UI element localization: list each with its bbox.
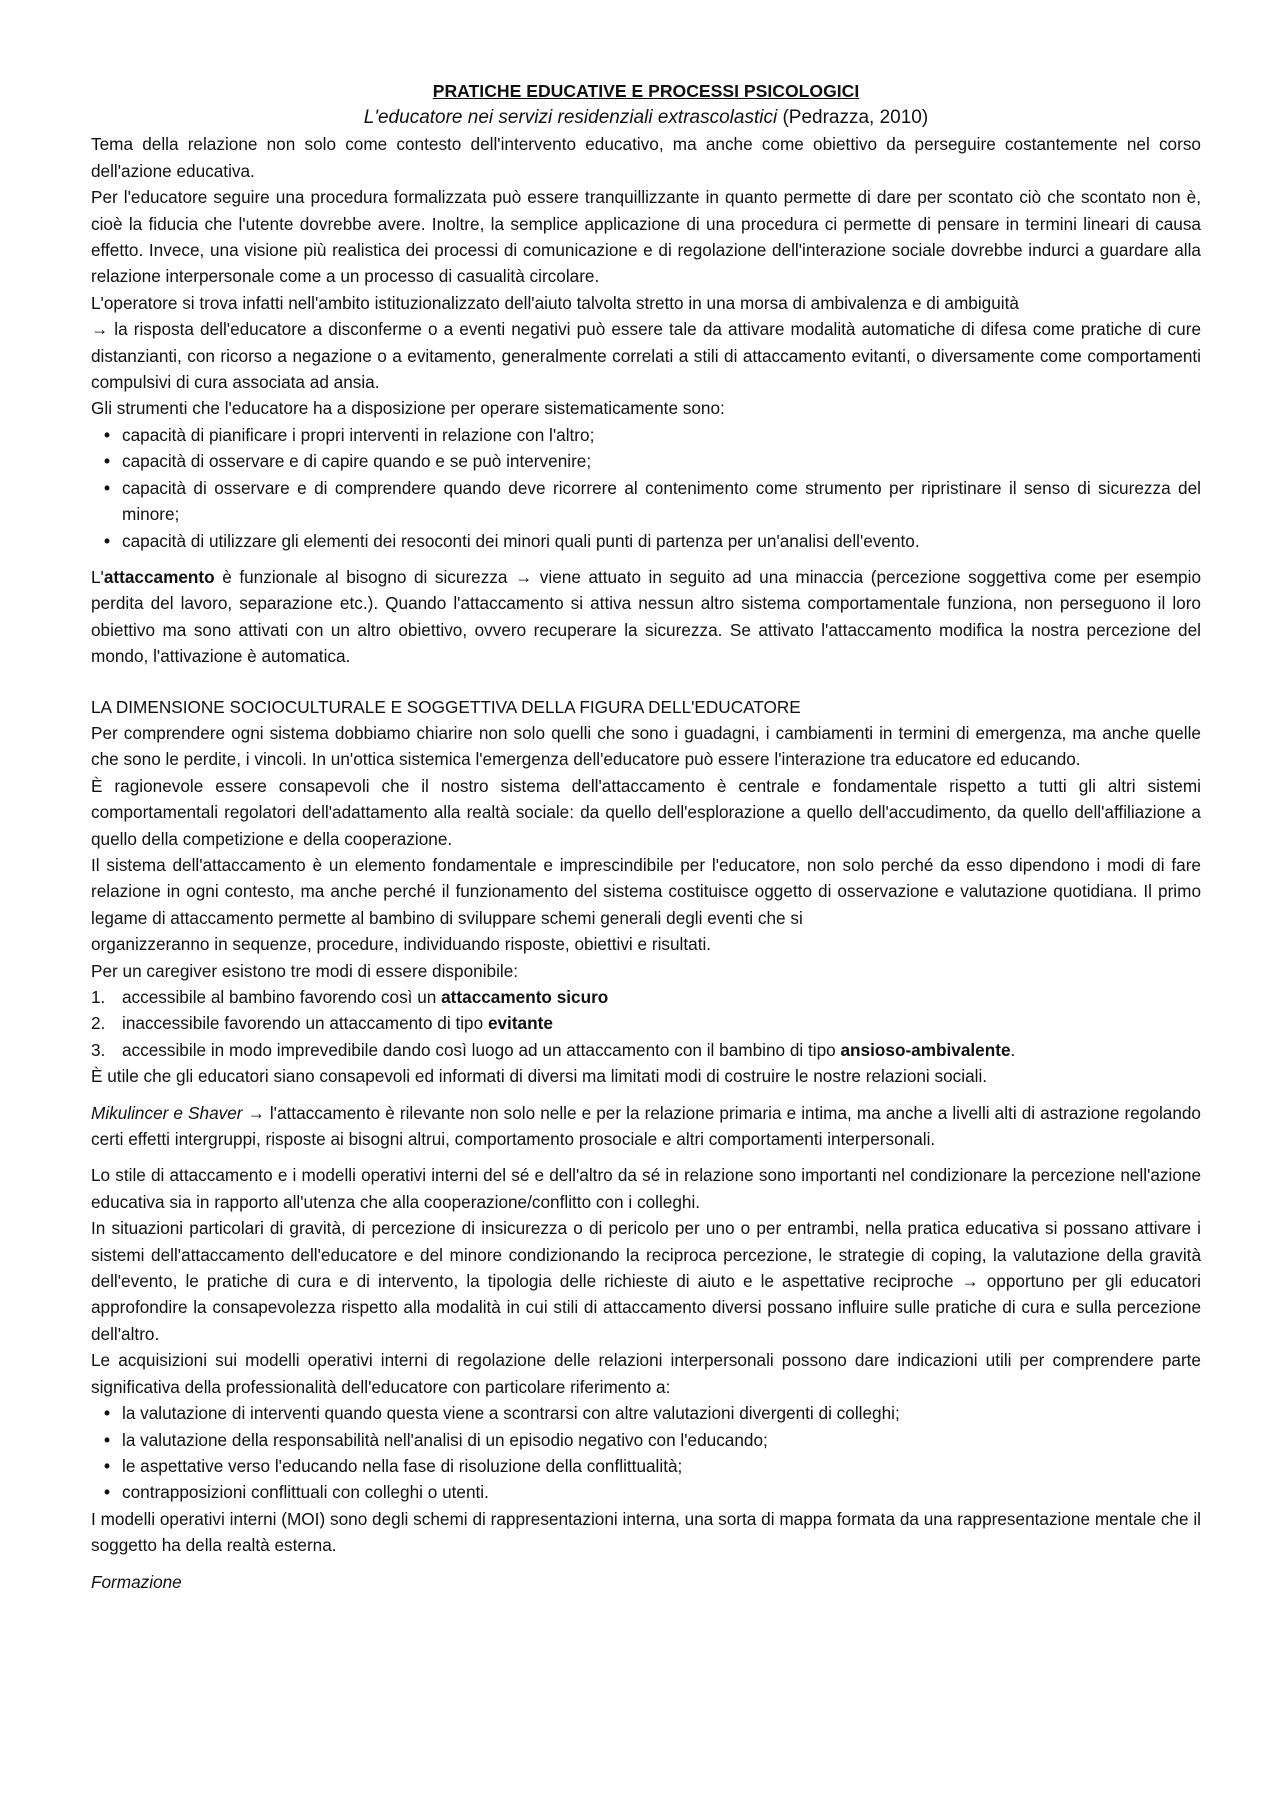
- attachment-term: attaccamento: [103, 566, 215, 587]
- situations-text-b: opportuno per gli educatori approfondire la consapevolezza rispetto alla modalità in cui stili di attaccamento diversi possano influire sulle pratiche di cura e sulla percezione dell'altro.: [91, 1271, 1201, 1344]
- list-item: [91, 1010, 1201, 1036]
- subtitle-italic: L'educatore nei servizi residenziali extrascolastici: [363, 107, 778, 129]
- list-item-text: accessibile al bambino favorendo così un: [122, 987, 442, 1007]
- list-item: • contrapposizioni conflittuali con colleghi o utenti.: [104, 1479, 1201, 1505]
- tools-list: [91, 422, 1201, 554]
- list-item-bold: attaccamento sicuro: [441, 987, 609, 1007]
- caregiver-intro: Per un caregiver esistono tre modi di essere disponibile:: [91, 960, 519, 981]
- list-item: • capacità di utilizzare gli elementi dei resoconti dei minori quali punti di partenza per un'analisi dell'evento.: [104, 528, 1201, 554]
- paragraph-intro: Tema della relazione non solo come contesto dell'intervento educativo, ma anche come obiettivo da perseguire costantemente nel corso dell'azione educativa.: [91, 134, 1201, 181]
- list-item-bold: ansioso-ambivalente: [840, 1039, 1011, 1060]
- list-item: [91, 1037, 1201, 1063]
- list-item-tail: .: [1010, 1039, 1016, 1060]
- arrow-icon: →: [91, 319, 109, 340]
- subtitle-citation: (Pedrazza, 2010): [777, 107, 929, 129]
- paragraph-mikulincer: [91, 1100, 1201, 1153]
- list-number: 2.: [91, 1013, 106, 1034]
- attachment-text-a: è funzionale al bisogno di sicurezza: [214, 566, 516, 587]
- situations-text-a: In situazioni particolari di gravità, di percezione di insicurezza o di pericolo per uno o per entrambi, nella pratica educativa si possano attivare i sistemi dell'attaccamento dell'educatore e del minore condizionando la reciproca percezione, le strategie di coping, la valutazione della gravità dell'evento, le pratiche di cura e di intervento, la tipologia delle richieste di aiuto e le aspettative reciproche: [91, 1218, 1201, 1292]
- operator-text-b: la risposta dell'educatore a disconferme o a eventi negativi può essere tale da attivare modalità automatiche di difesa come pratiche di cure distanzianti, con ricorso a negazione o a evitamento, generalmente correlati a stili di attaccamento evitanti, o diversamente come comportamenti compulsivi di cura associata ad ansia.: [91, 319, 1201, 393]
- caregiver-outro: È utile che gli educatori siano consapevoli ed informati di diversi ma limitati modi di costruire le nostre relazioni sociali.: [91, 1066, 988, 1087]
- arrow-icon: →: [515, 566, 533, 587]
- mikulincer-text: l'attaccamento è rilevante non solo nelle e per la relazione primaria e intima, ma anche a livelli alti di astrazione regolando certi effetti intergruppi, risposte ai bisogni altrui, comportamento prosociale e altri comportamenti interpersonali.: [91, 1102, 1201, 1150]
- document-title: PRATICHE EDUCATIVE E PROCESSI PSICOLOGICI: [432, 81, 860, 101]
- paragraph-attachment-system: Il sistema dell'attaccamento è un elemento fondamentale e imprescindibile per l'educatore, non solo perché da esso dipendono i modi di fare relazione in ogni contesto, ma anche perché il funzionamento del sistema costituisce oggetto di osservazione e valutazione quotidiana. Il primo legame di attaccamento permette al bambino di sviluppare schemi generali degli eventi che si: [91, 854, 1201, 928]
- paragraph-moi: I modelli operativi interni (MOI) sono degli schemi di rappresentazioni interna, una sorta di mappa formata da una rappresentazione mentale che il soggetto ha della realtà esterna.: [91, 1508, 1201, 1556]
- list-number: 1.: [91, 987, 106, 1007]
- arrow-icon: →: [961, 1271, 979, 1292]
- paragraph-procedure: Per l'educatore seguire una procedura formalizzata può essere tranquillizzante in quanto permette di dare per scontato ciò che scontato non è, cioè la fiducia che l'utente dovrebbe avere. Inoltre, la semplice applicazione di una procedura ci permette di pensare in termini lineari di causa effetto. Invece, una visione più realistica dei processi di comunicazione e di regolazione dell'interazione sociale dovrebbe indurci a guardare alla relazione interpersonale come a un processo di casualità circolare.: [91, 187, 1201, 287]
- operator-text-a: L'operatore si trova infatti nell'ambito istituzionalizzato dell'aiuto talvolta stretto in una morsa di ambivalenza e di ambiguità: [91, 292, 1019, 313]
- list-number: 3.: [91, 1039, 106, 1060]
- caregiver-list: [91, 984, 1201, 1063]
- paragraph-style: Lo stile di attaccamento e i modelli operativi interni del sé e dell'altro da sé in relazione sono importanti nel condizionare la percezione nell'azione educativa sia in rapporto all'utenza che alla cooperazione/conflitto con i colleghi.: [91, 1165, 1201, 1212]
- attachment-pre: L': [91, 566, 104, 587]
- mikulincer-authors: Mikulincer e Shaver: [91, 1102, 243, 1123]
- list-item: • la valutazione della responsabilità nell'analisi di un episodio negativo con l'educando;: [104, 1427, 1201, 1453]
- arrow-icon: →: [247, 1102, 265, 1123]
- paragraph-attachment: [91, 564, 1201, 670]
- paragraph-sequences: organizzeranno in sequenze, procedure, individuando risposte, obiettivi e risultati.: [91, 934, 712, 955]
- list-item: • capacità di pianificare i propri interventi in relazione con l'altro;: [104, 422, 1201, 448]
- formazione-heading: [91, 1569, 1201, 1595]
- list-item: • la valutazione di interventi quando questa viene a scontrarsi con altre valutazioni divergenti di colleghi;: [104, 1400, 1201, 1426]
- tools-intro: Gli strumenti che l'educatore ha a disposizione per operare sistematicamente sono:: [91, 398, 725, 419]
- paragraph-reasonable: È ragionevole essere consapevoli che il nostro sistema dell'attaccamento è centrale e fondamentale rispetto a tutti gli altri sistemi comportamentali regolatori dell'adattamento alla realtà sociale: da quello dell'esplorazione a quello dell'accudimento, da quello dell'affiliazione a quello della competizione e della cooperazione.: [91, 775, 1201, 849]
- document-subtitle: [91, 104, 1201, 131]
- formazione-text: Formazione: [91, 1571, 182, 1592]
- acquisitions-list: [91, 1400, 1201, 1506]
- attachment-text-b: viene attuato in seguito ad una minaccia (percezione soggettiva come per esempio perdita del lavoro, separazione etc.). Quando l'attaccamento si attiva nessun altro sistema comportamentale funziona, non perseguono il loro obiettivo ma sono attivati con un altro obiettivo, ovvero recuperare la sicurezza. Se attivato l'attaccamento modifica la nostra percezione del mondo, l'attivazione è automatica.: [91, 566, 1201, 667]
- list-item: [91, 984, 1201, 1010]
- document-page: [91, 78, 1201, 1595]
- list-item: • capacità di osservare e di capire quando e se può intervenire;: [104, 448, 1201, 474]
- section-heading: LA DIMENSIONE SOCIOCULTURALE E SOGGETTIVA DELLA FIGURA DELL'EDUCATORE: [91, 696, 801, 717]
- paragraph-situations: [91, 1215, 1201, 1347]
- list-item-text: accessibile in modo imprevedibile dando così luogo ad un attaccamento con il bambino di tipo: [122, 1039, 841, 1060]
- paragraph-operator: [91, 290, 1201, 396]
- list-item-bold: evitante: [487, 1013, 553, 1034]
- list-item: • capacità di osservare e di comprendere quando deve ricorrere al contenimento come strumento per ripristinare il senso di sicurezza del minore;: [104, 475, 1201, 528]
- list-item: • le aspettative verso l'educando nella fase di risoluzione della conflittualità;: [104, 1453, 1201, 1479]
- list-item-text: inaccessibile favorendo un attaccamento di tipo: [122, 1013, 488, 1034]
- acquisitions-intro: Le acquisizioni sui modelli operativi interni di regolazione delle relazioni interpersonali possono dare indicazioni utili per comprendere parte significativa della professionalità dell'educatore con particolare riferimento a:: [91, 1350, 1201, 1397]
- paragraph-systems: Per comprendere ogni sistema dobbiamo chiarire non solo quelli che sono i guadagni, i cambiamenti in termini di emergenza, ma anche quelle che sono le perdite, i vincoli. In un'ottica sistemica l'emergenza dell'educatore può essere l'interazione tra educatore ed educando.: [91, 722, 1201, 770]
